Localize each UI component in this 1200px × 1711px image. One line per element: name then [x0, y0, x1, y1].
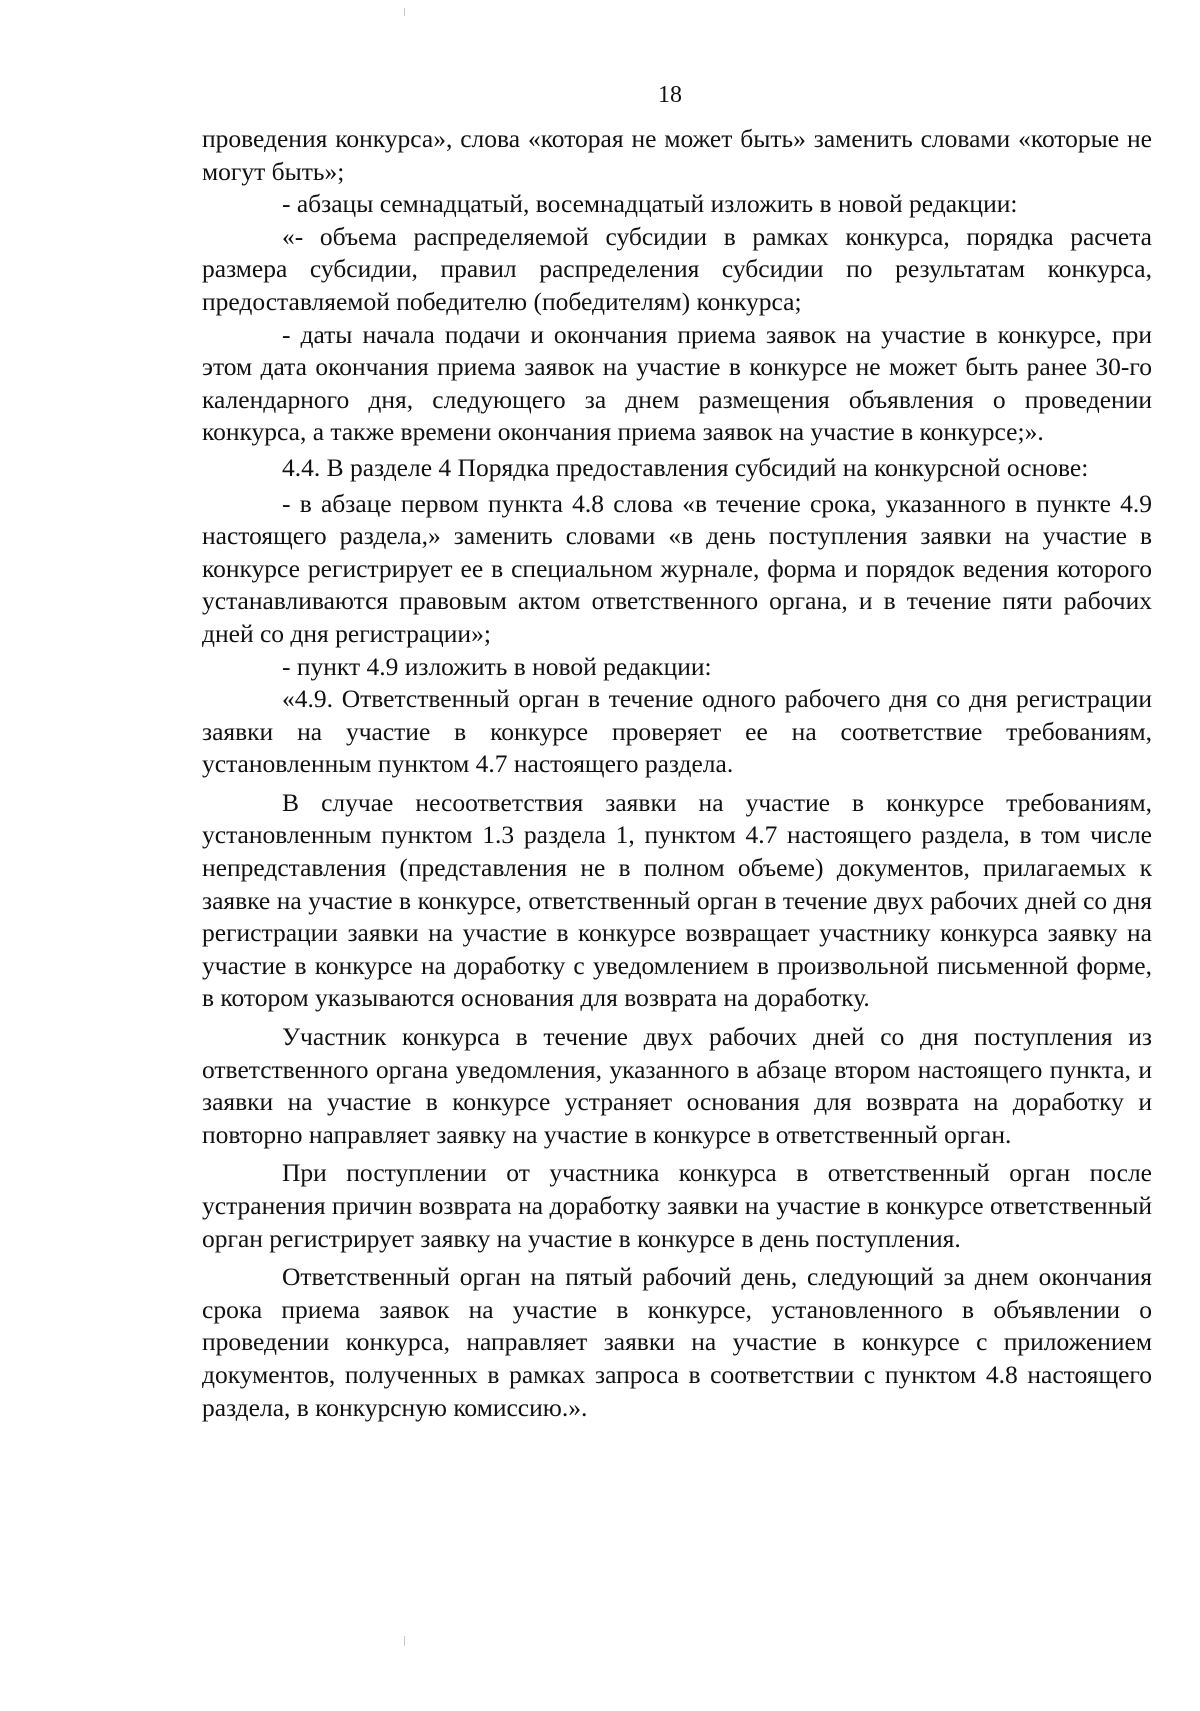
- paragraph: - абзацы семнадцатый, восемнадцатый изложить в новой редакции:: [282, 189, 1018, 219]
- paragraph: Участник конкурса в течение двух рабочих дней со дня поступления из ответственного органа уведомления, указанного в абзаце втором настоящего пункта, и заявки на участие в конкурсе устраняет основания для возврата на доработку и повторно направляет заявку на участие в конкурсе в ответственный орган.: [202, 1022, 1152, 1149]
- paragraph: - даты начала подачи и окончания приема заявок на участие в конкурсе, при этом дата окончания приема заявок на участие в конкурсе не может быть ранее 30-го календарного дня, следующего за днем размещения объявления о проведении конкурса, а также времени окончания приема заявок на участие в конкурсе;».: [202, 319, 1152, 447]
- paragraph: - пункт 4.9 изложить в новой редакции:: [282, 651, 712, 681]
- scan-artifact: [404, 1636, 405, 1646]
- paragraph: «- объема распределяемой субсидии в рамках конкурса, порядка расчета размера субсидии, правил распределения субсидии по результатам конкурса, предоставляемой победителю (победителям) конкурса;: [202, 221, 1152, 316]
- paragraph: - в абзаце первом пункта 4.8 слова «в течение срока, указанного в пункте 4.9 настоящего раздела,» заменить словами «в день поступления заявки на участие в конкурсе регистрирует ее в специальном журнале, форма и порядок ведения которого устанавливаются правовым актом ответственного органа, и в течение пяти рабочих дней со дня регистрации»;: [202, 488, 1152, 648]
- document-body: [202, 123, 1152, 1424]
- scan-artifact: [404, 8, 405, 16]
- paragraph: проведения конкурса», слова «которая не может быть» заменить словами «которые не могут быть»;: [202, 124, 1152, 186]
- page-number: 18: [658, 82, 682, 108]
- paragraph: В случае несоответствия заявки на участие в конкурсе требованиям, установленным пунктом 1.3 раздела 1, пунктом 4.7 настоящего раздела, в том числе непредставления (представления не в полном объеме) документов, прилагаемых к заявке на участие в конкурсе, ответственный орган в течение двух рабочих дней со дня регистрации заявки на участие в конкурсе возвращает участнику конкурса заявку на участие в конкурсе на доработку с уведомлением в произвольной письменной форме, в котором указываются основания для возврата на доработку.: [202, 787, 1152, 1013]
- paragraph: «4.9. Ответственный орган в течение одного рабочего дня со дня регистрации заявки на участие в конкурсе проверяет ее на соответствие требованиям, установленным пунктом 4.7 настоящего раздела.: [202, 684, 1152, 779]
- paragraph: Ответственный орган на пятый рабочий день, следующий за днем окончания срока приема заявок на участие в конкурсе, установленного в объявлении о проведении конкурса, направляет заявки на участие в конкурсе с приложением документов, полученных в рамках запроса в соответствии с пунктом 4.8 настоящего раздела, в конкурсную комиссию.».: [202, 1262, 1152, 1422]
- paragraph: При поступлении от участника конкурса в ответственный орган после устранения причин возврата на доработку заявки на участие в конкурсе ответственный орган регистрирует заявку на участие в конкурсе в день поступления.: [202, 1158, 1152, 1253]
- paragraph: 4.4. В разделе 4 Порядка предоставления субсидий на конкурсной основе:: [282, 452, 1089, 482]
